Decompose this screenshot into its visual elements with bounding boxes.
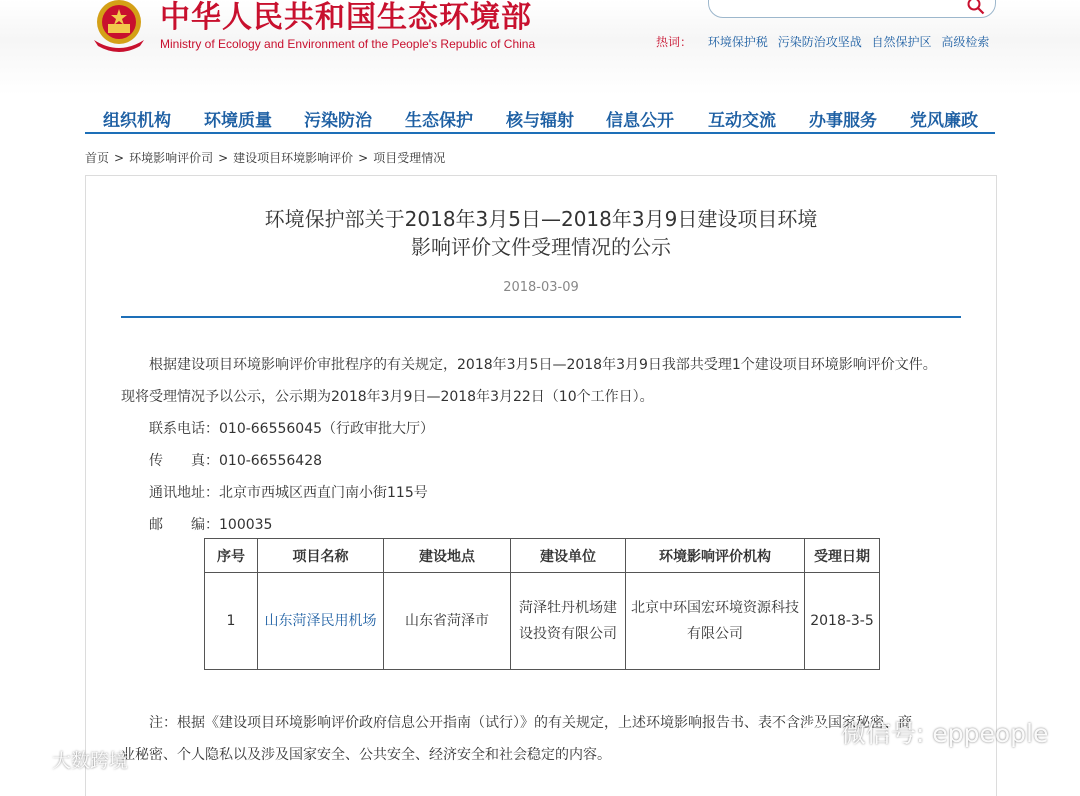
hot-words [656, 33, 989, 50]
nav-interaction[interactable]: 互动交流 [708, 111, 776, 131]
watermark-right [803, 714, 1048, 750]
contact-phone: 联系电话：010-66556045（行政审批大厅） [149, 421, 435, 437]
article-date: 2018-03-09 [503, 280, 579, 295]
article-paragraph: 现将受理情况予以公示，公示期为2018年3月9日—2018年3月22日（10个工作日）。 [121, 389, 654, 405]
watermark-right-text: 微信号: eppeople [841, 719, 1049, 748]
hot-word-pollution[interactable]: 污染防治攻坚战 [777, 35, 862, 49]
nav-pollution-control[interactable]: 污染防治 [304, 111, 372, 131]
article-title [86, 205, 996, 261]
article-paragraph: 根据建设项目环境影响评价审批程序的有关规定，2018年3月5日—2018年3月9日我部共受理1个建设项目环境影响评价文件。 [149, 357, 937, 373]
nav-nuclear[interactable]: 核与辐射 [506, 111, 574, 131]
table-header: 环境影响评价机构 [626, 539, 805, 573]
main-nav [85, 100, 995, 134]
breadcrumb-separator: > [114, 151, 125, 165]
nav-integrity[interactable]: 党风廉政 [910, 111, 978, 131]
wechat-icon [803, 721, 837, 749]
table-header: 项目名称 [258, 539, 384, 573]
article-title-line: 影响评价文件受理情况的公示 [411, 235, 671, 259]
cell-builder: 菏泽牡丹机场建设投资有限公司 [511, 573, 626, 670]
site-title[interactable]: 中华人民共和国生态环境部 [160, 0, 532, 35]
cell-agency: 北京中环国宏环境资源科技有限公司 [626, 573, 805, 670]
table-header: 建设单位 [511, 539, 626, 573]
hot-words-label: 热词： [656, 35, 693, 49]
breadcrumb-current[interactable]: 项目受理情况 [373, 151, 446, 165]
hot-word-reserve[interactable]: 自然保护区 [871, 35, 932, 49]
breadcrumb-project-eia[interactable]: 建设项目环境影响评价 [233, 151, 354, 165]
nav-information[interactable]: 信息公开 [606, 111, 674, 131]
breadcrumb-separator: > [358, 151, 369, 165]
nav-services[interactable]: 办事服务 [809, 111, 877, 131]
cell-index: 1 [205, 573, 258, 670]
hot-word-tax[interactable]: 环境保护税 [707, 35, 768, 49]
search-input[interactable] [708, 0, 996, 18]
project-link[interactable]: 山东菏泽民用机场 [264, 613, 377, 629]
nav-ecology[interactable]: 生态保护 [405, 111, 473, 131]
watermark-left [8, 746, 128, 773]
cell-project-name [258, 573, 384, 670]
postcode-label: 邮 编： [149, 517, 219, 533]
article-note: 注：根据《建设项目环境影响评价政府信息公开指南（试行）》的有关规定，上述环境影响报告书、表不含涉及国家秘密、商 [149, 715, 912, 731]
advanced-search-link[interactable]: 高级检索 [941, 35, 990, 49]
cell-date: 2018-3-5 [805, 573, 880, 670]
breadcrumb-separator: > [218, 151, 229, 165]
postcode-value: 100035 [219, 517, 273, 533]
table-header-row [205, 539, 880, 573]
title-divider [121, 316, 961, 318]
table-header: 受理日期 [805, 539, 880, 573]
national-emblem-icon [88, 0, 150, 54]
breadcrumb-eia-dept[interactable]: 环境影响评价司 [129, 151, 214, 165]
contact-postcode [149, 514, 272, 534]
breadcrumb-home[interactable]: 首页 [85, 151, 110, 165]
table-header: 序号 [205, 539, 258, 573]
fax-value: 010-66556428 [219, 453, 323, 469]
watermark-logo-icon [8, 752, 52, 772]
table-row [205, 573, 880, 670]
search-icon[interactable] [967, 0, 985, 15]
project-table [204, 538, 880, 670]
nav-organization[interactable]: 组织机构 [103, 111, 171, 131]
article-title-line: 环境保护部关于2018年3月5日—2018年3月9日建设项目环境 [264, 207, 818, 231]
article-panel [85, 175, 997, 796]
contact-address: 通讯地址：北京市西城区西直门南小街115号 [149, 485, 428, 501]
breadcrumb [85, 149, 445, 166]
site-subtitle-english: Ministry of Ecology and Environment of the People's Republic of China [160, 37, 536, 51]
watermark-left-text: 大数跨境 [52, 750, 129, 772]
article-note: 业秘密、个人隐私以及涉及国家安全、公共安全、经济安全和社会稳定的内容。 [121, 747, 611, 763]
fax-label: 传 真： [149, 453, 219, 469]
contact-fax [149, 450, 322, 470]
cell-location: 山东省菏泽市 [384, 573, 511, 670]
nav-environment-quality[interactable]: 环境质量 [204, 111, 272, 131]
table-header: 建设地点 [384, 539, 511, 573]
